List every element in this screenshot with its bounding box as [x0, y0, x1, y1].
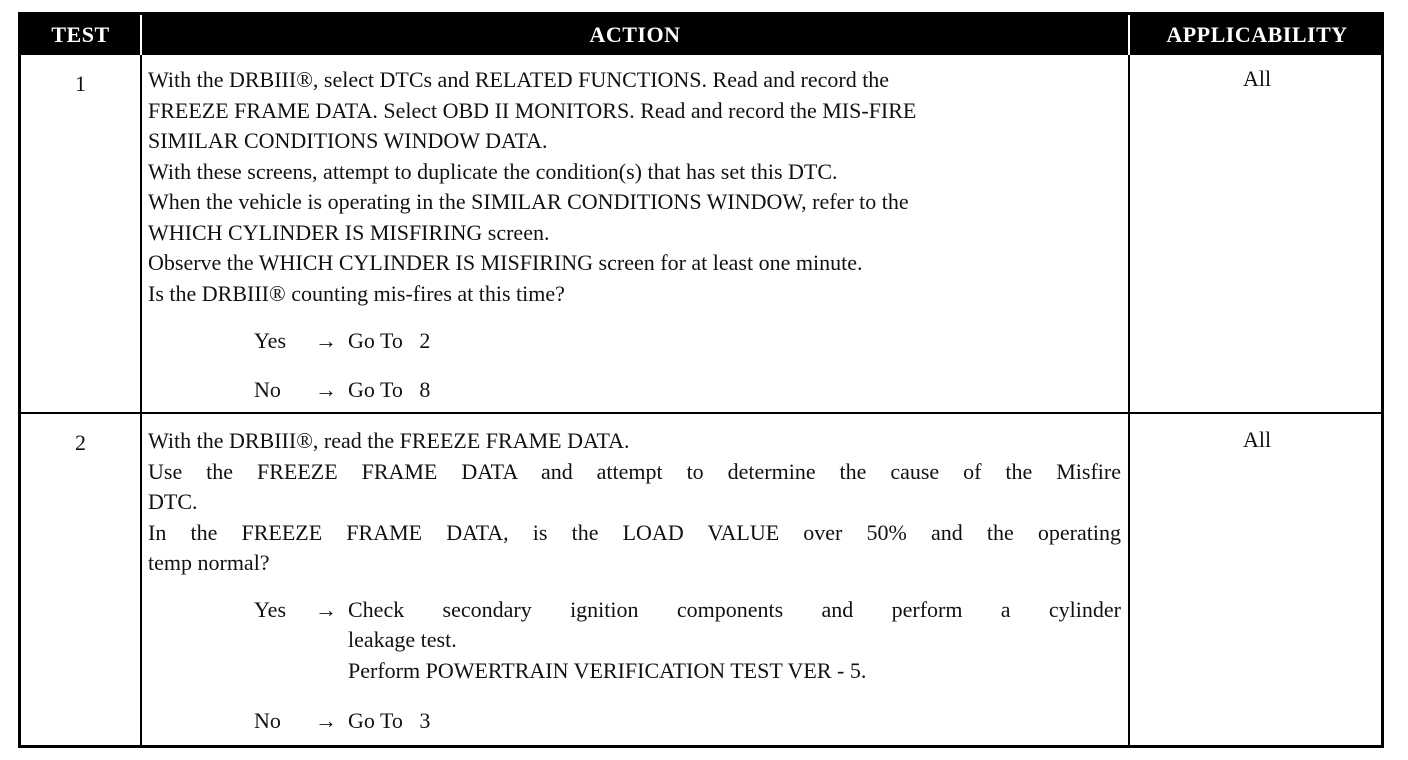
action-line: In the FREEZE FRAME DATA, is the LOAD VALUE over 50% and the operating	[148, 519, 1121, 545]
outcome-result: Go To 8	[348, 376, 431, 402]
outcome-answer: No	[254, 376, 281, 402]
arrow-icon: →	[315, 376, 337, 402]
applicability-1: All	[1242, 66, 1272, 91]
action-line: With the DRBIII®, read the FREEZE FRAME DATA.	[148, 428, 630, 453]
action-line: Is the DRBIII® counting mis-fires at this time?	[148, 280, 565, 306]
outcome-result-line: leakage test.	[348, 627, 457, 652]
header-action: ACTION	[142, 15, 1128, 55]
outcome-no	[254, 706, 1121, 737]
column-divider	[1128, 55, 1130, 745]
test-number-2: 2	[75, 430, 86, 455]
header-test: TEST	[21, 15, 140, 55]
outcome-result-line: Check secondary ignition components and perform a cylinder	[348, 596, 1121, 622]
header-applicability: APPLICABILITY	[1130, 15, 1384, 55]
action-cell-1	[148, 65, 1121, 405]
outcome-answer: Yes	[254, 596, 287, 622]
outcome-result-line: Perform POWERTRAIN VERIFICATION TEST VER - 5.	[348, 657, 867, 683]
outcome-yes	[254, 326, 1121, 357]
outcome-answer: Yes	[254, 328, 287, 353]
action-line: SIMILAR CONDITIONS WINDOW DATA.	[148, 128, 548, 153]
outcome-result	[348, 595, 1121, 687]
outcome-result: Go To 2	[348, 328, 431, 353]
action-line: WHICH CYLINDER IS MISFIRING screen.	[148, 219, 550, 245]
arrow-icon: →	[315, 708, 337, 733]
diagnostic-test-table	[18, 12, 1384, 748]
column-divider	[140, 55, 142, 745]
action-line: With these screens, attempt to duplicate the condition(s) that has set this DTC.	[148, 158, 838, 184]
outcome-yes	[254, 595, 1121, 687]
action-line: Observe the WHICH CYLINDER IS MISFIRING screen for at least one minute.	[148, 250, 863, 275]
outcome-answer: No	[254, 708, 281, 733]
arrow-icon: →	[315, 596, 337, 622]
action-line: FREEZE FRAME DATA. Select OBD II MONITORS. Read and record the MIS-FIRE	[148, 97, 917, 123]
action-line: temp normal?	[148, 550, 270, 575]
action-line: DTC.	[148, 489, 198, 514]
outcome-result: Go To 3	[348, 708, 431, 733]
outcome-no	[254, 375, 1121, 406]
action-line: Use the FREEZE FRAME DATA and attempt to determine the cause of the Misfire	[148, 458, 1121, 484]
test-number-1: 1	[75, 71, 86, 96]
applicability-2: All	[1242, 427, 1272, 452]
row-divider	[21, 412, 1381, 414]
action-line: With the DRBIII®, select DTCs and RELATED FUNCTIONS. Read and record the	[148, 67, 890, 92]
action-cell-2	[148, 426, 1121, 737]
arrow-icon: →	[315, 328, 337, 353]
action-line: When the vehicle is operating in the SIMILAR CONDITIONS WINDOW, refer to the	[148, 189, 909, 214]
